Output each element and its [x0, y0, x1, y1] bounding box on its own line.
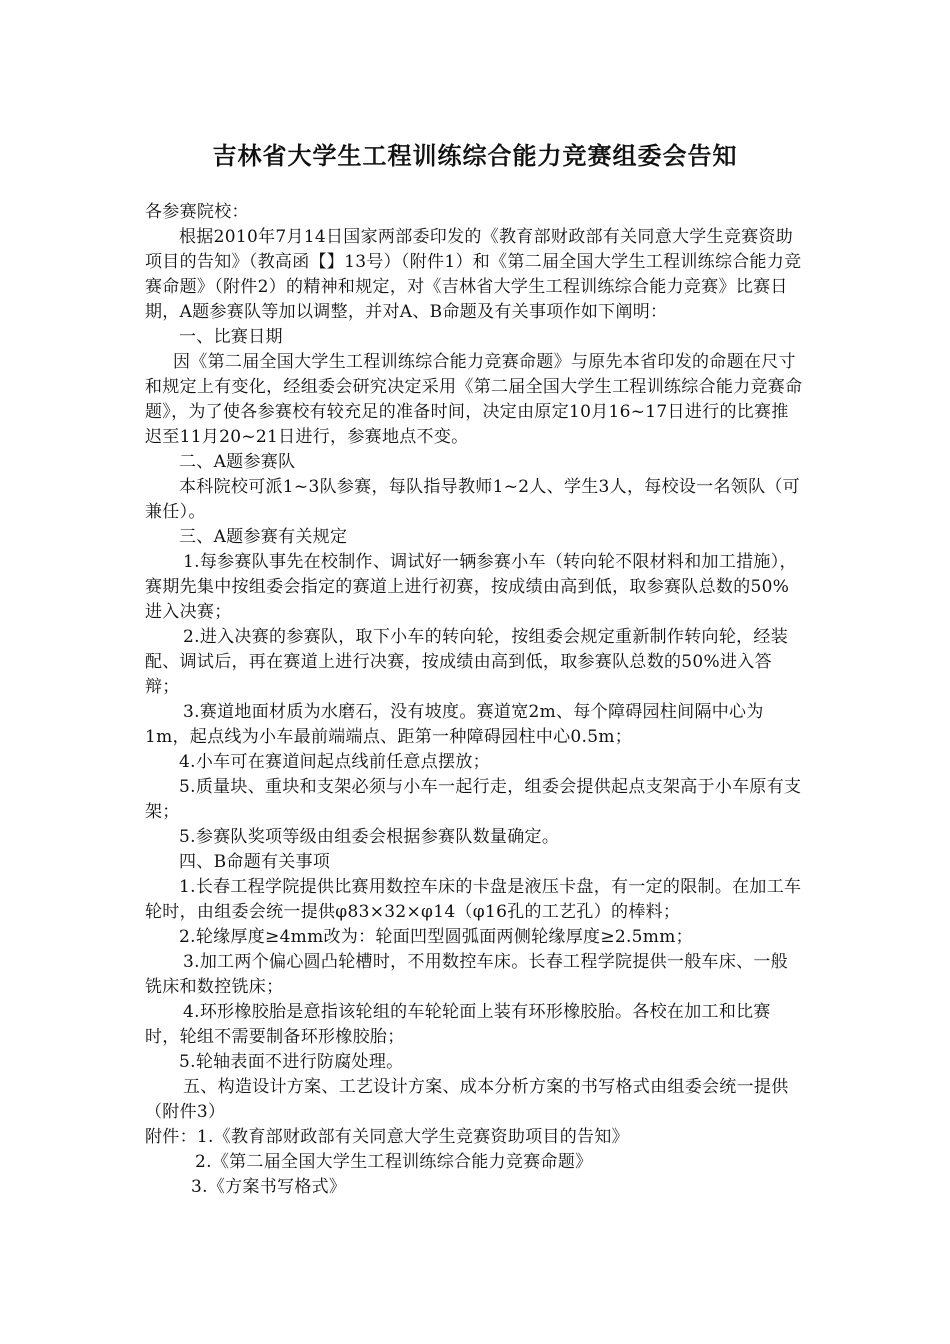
attachment-2: 2.《第二届全国大学生工程训练综合能力竞赛命题》 [195, 1152, 593, 1172]
b-item-3: 3.加工两个偏心圆凸轮槽时，不用数控车床。长春工程学院提供一般车床、一般铣床和数控铣床； [145, 952, 789, 997]
attachment-3: 3.《方案书写格式》 [191, 1177, 347, 1197]
a-rule-5: 5.质量块、重块和支架必须与小车一起行走，组委会提供起点支架高于小车原有支架； [145, 777, 802, 822]
salutation: 各参赛院校： [145, 202, 249, 222]
section-heading-a-teams: 二、A题参赛队 [179, 452, 296, 472]
attachments-label: 附件： [145, 1127, 197, 1147]
a-rule-3: 3.赛道地面材质为水磨石，没有坡度。赛道宽2m、每个障碍园柱间隔中心为1m，起点线为小车最前端端点、距第一种障碍园柱中心0.5m； [145, 702, 764, 747]
section-heading-a-rules: 三、A题参赛有关规定 [179, 527, 348, 547]
document-title: 吉林省大学生工程训练综合能力竞赛组委会告知 [212, 142, 738, 170]
section-heading-date: 一、比赛日期 [179, 327, 283, 347]
b-item-5: 5.轮轴表面不进行防腐处理。 [179, 1052, 404, 1072]
section-heading-format: 五、构造设计方案、工艺设计方案、成本分析方案的书写格式由组委会统一提供（附件3） [145, 1077, 789, 1122]
section-heading-b-items: 四、B命题有关事项 [179, 852, 331, 872]
intro-paragraph: 根据2010年7月14日国家两部委印发的《教育部财政部有关同意大学生竞赛资助项目的告知》（教高函【】13号）（附件1）和《第二届全国大学生工程训练综合能力竞赛命题》（附件2）的精神和规定，对《吉林省大学生工程训练综合能力竞赛》比赛日期，A题参赛队等加以调整，并对A、B命题及有关事项作如下阐明： [145, 227, 802, 322]
b-item-2: 2.轮缘厚度≥4mm改为：轮面凹型圆弧面两侧轮缘厚度≥2.5mm； [179, 927, 693, 947]
a-rule-2: 2.进入决赛的参赛队，取下小车的转向轮，按组委会规定重新制作转向轮，经装配、调试后，再在赛道上进行决赛，按成绩由高到低，取参赛队总数的50%进入答辩； [145, 627, 789, 697]
date-paragraph: 因《第二届全国大学生工程训练综合能力竞赛命题》与原先本省印发的命题在尺寸和规定上有变化，经组委会研究决定采用《第二届全国大学生工程训练综合能力竞赛命题》，为了使各参赛校有较充足的准备时间，决定由原定10月16~17日进行的比赛推迟至11月20~21日进行，参赛地点不变。 [145, 352, 803, 447]
a-rule-4: 4.小车可在赛道间起点线前任意点摆放； [179, 752, 490, 772]
document-body [145, 200, 805, 1200]
attachments-line [145, 1125, 805, 1150]
b-item-4: 4.环形橡胶胎是意指该轮组的车轮轮面上装有环形橡胶胎。各校在加工和比赛时，轮组不需要制备环形橡胶胎； [145, 1002, 771, 1047]
a-teams-paragraph: 本科院校可派1~3队参赛，每队指导教师1~2人、学生3人，每校设一名领队（可兼任）。 [145, 477, 800, 522]
attachment-1: 1.《教育部财政部有关同意大学生竞赛资助项目的告知》 [196, 1127, 629, 1147]
b-item-1: 1.长春工程学院提供比赛用数控车床的卡盘是液压卡盘，有一定的限制。在加工车轮时，由组委会统一提供φ83×32×φ14（φ16孔的工艺孔）的棒料； [145, 877, 802, 922]
a-rule-6: 5.参赛队奖项等级由组委会根据参赛队数量确定。 [179, 827, 560, 847]
a-rule-1: 1.每参赛队事先在校制作、调试好一辆参赛小车（转向轮不限材料和加工措施），赛期先集中按组委会指定的赛道上进行初赛，按成绩由高到低，取参赛队总数的50%进入决赛； [145, 552, 797, 622]
